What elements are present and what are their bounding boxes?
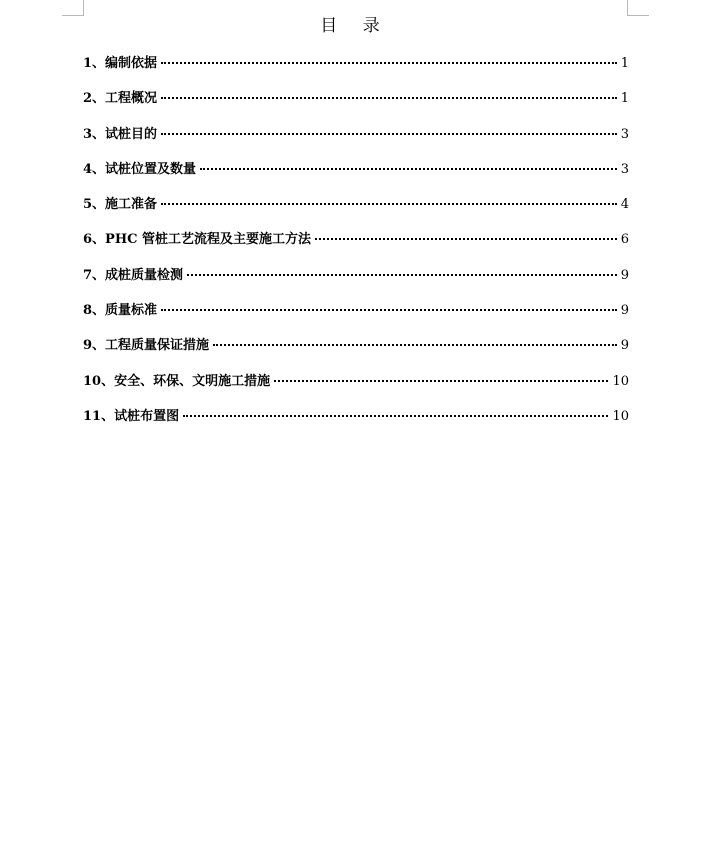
toc-entry-text: 4、试桩位置及数量 xyxy=(83,161,197,177)
toc-dot-leader xyxy=(161,62,617,64)
toc-entry-text: 3、试桩目的 xyxy=(83,126,158,142)
toc-entry-text: 7、成桩质量检测 xyxy=(83,267,184,283)
toc-entry-text: 5、施工准备 xyxy=(83,197,158,213)
toc-dot-leader xyxy=(200,168,617,170)
toc-dot-leader xyxy=(183,415,608,417)
toc-dot-leader xyxy=(161,97,617,99)
toc-entry[interactable] xyxy=(83,266,629,301)
toc-dot-leader xyxy=(161,133,617,135)
toc-dot-leader xyxy=(315,238,617,240)
toc-entry-page: 6 xyxy=(620,232,629,248)
toc-entry-page: 10 xyxy=(612,373,629,389)
toc-entry-page: 9 xyxy=(620,338,629,354)
toc-entry-page: 9 xyxy=(620,303,629,319)
toc-entry-page: 9 xyxy=(620,267,629,283)
toc-entry[interactable] xyxy=(83,301,629,336)
toc-entry[interactable] xyxy=(83,336,629,371)
toc-entry-text: 8、质量标准 xyxy=(83,303,158,319)
toc-dot-leader xyxy=(187,274,617,276)
toc-entry[interactable] xyxy=(83,160,629,195)
toc-entry-text: 11、试桩布置图 xyxy=(83,408,180,424)
toc-dot-leader xyxy=(161,203,617,205)
toc-entry-text: 9、工程质量保证措施 xyxy=(83,338,210,354)
toc-entry-page: 1 xyxy=(620,91,629,107)
toc-entry-text: 2、工程概况 xyxy=(83,91,158,107)
toc-entry[interactable] xyxy=(83,89,629,124)
toc-entry[interactable] xyxy=(83,407,629,442)
toc-entry[interactable] xyxy=(83,372,629,407)
toc-entry[interactable] xyxy=(83,54,629,89)
toc-dot-leader xyxy=(274,380,608,382)
toc-title: 目 录 xyxy=(320,16,390,36)
toc-entry-page: 3 xyxy=(620,126,629,142)
toc-entry[interactable] xyxy=(83,195,629,230)
toc-dot-leader xyxy=(161,309,617,311)
toc-entry-page: 10 xyxy=(612,408,629,424)
toc-dot-leader xyxy=(213,344,617,346)
toc-list xyxy=(83,54,629,442)
toc-entry[interactable] xyxy=(83,125,629,160)
toc-entry-page: 3 xyxy=(620,161,629,177)
toc-entry-text: 6、PHC 管桩工艺流程及主要施工方法 xyxy=(83,232,311,248)
toc-entry-text: 1、编制依据 xyxy=(83,56,158,71)
toc-entry[interactable] xyxy=(83,230,629,265)
toc-entry-text: 10、安全、环保、文明施工措施 xyxy=(83,373,271,389)
toc-entry-page: 1 xyxy=(620,56,629,71)
toc-entry-page: 4 xyxy=(620,197,629,213)
